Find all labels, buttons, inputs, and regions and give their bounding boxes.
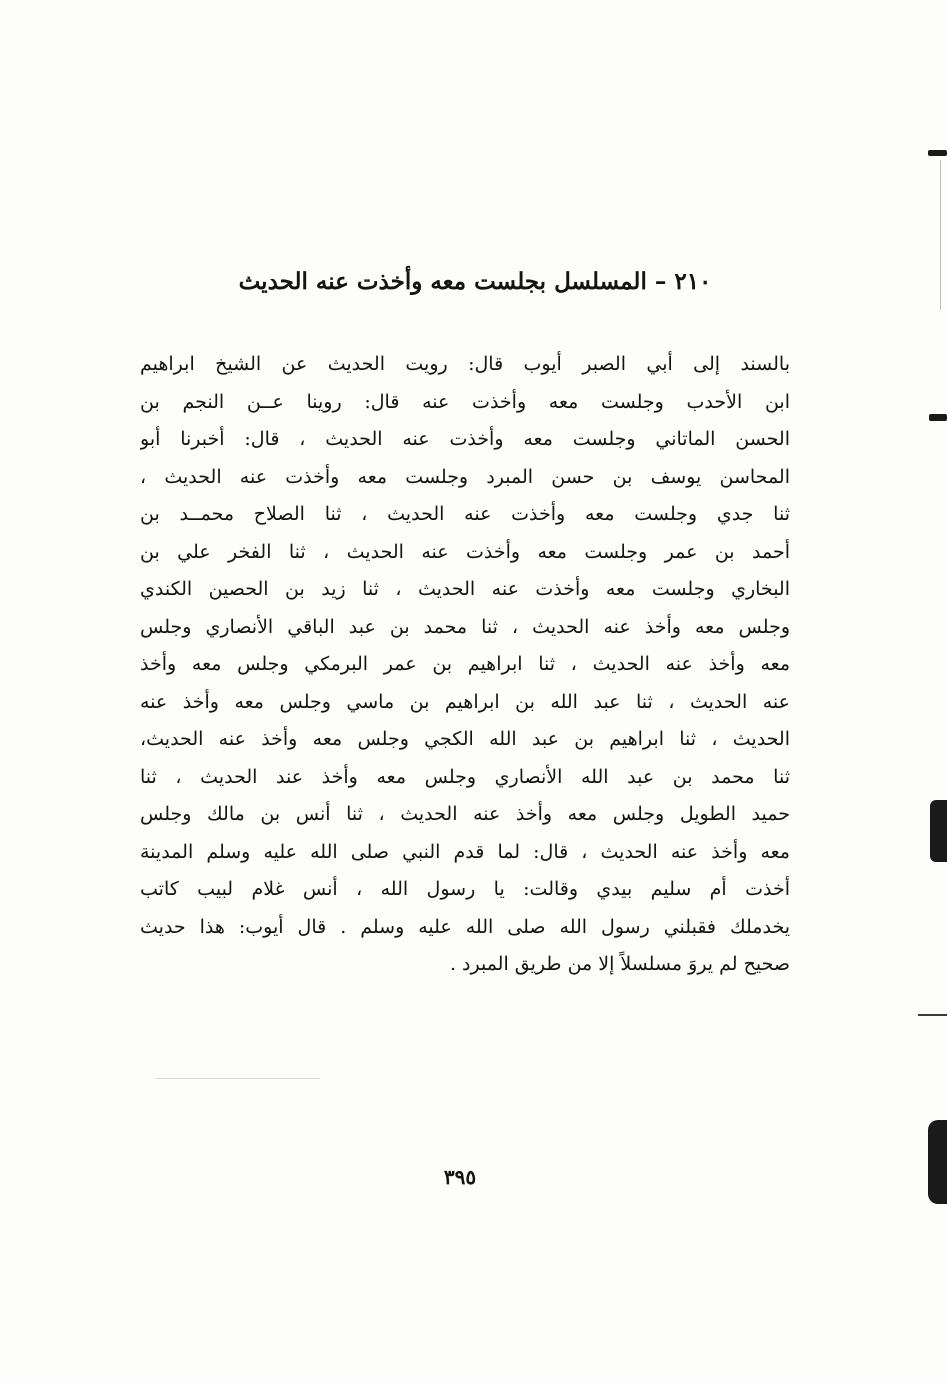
text-line: البخاري وجلست معه وأخذت عنه الحديث ، ثنا زيد بن الحصين الكندي [140, 578, 790, 600]
text-line: ابن الأحدب وجلست معه وأخذت عنه قال: روينا عــن النجم بن [140, 390, 790, 413]
text-line: معه وأخذ عنه الحديث ، قال: لما قدم النبي صلى الله عليه وسلم المدينة [140, 840, 790, 863]
scan-rule [155, 1078, 320, 1079]
text-line: يخدملك فقبلني رسول الله صلى الله عليه وسلم . قال أيوب: هذا حديث [140, 915, 790, 938]
hadith-text [140, 346, 790, 984]
scan-mark [929, 414, 947, 421]
scan-mark [928, 150, 947, 156]
section-heading: ٢١٠ – المسلسل بجلست معه وأخذت عنه الحديث [238, 268, 712, 295]
scan-mark [918, 1014, 947, 1016]
text-line: وجلس معه وأخذ عنه الحديث ، ثنا محمد بن عبد الباقي الأنصاري وجلس [140, 615, 790, 638]
text-line: ثنا جدي وجلست معه وأخذت عنه الحديث ، ثنا الصلاح محمــد بن [140, 503, 790, 525]
scan-mark [930, 800, 947, 862]
text-line: الحديث ، ثنا ابراهيم بن عبد الله الكجي وجلس معه وأخذ عنه الحديث، [140, 728, 790, 750]
text-line: معه وأخذ عنه الحديث ، ثنا ابراهيم بن عمر البرمكي وجلس معه وأخذ [140, 653, 790, 675]
text-line: ثنا محمد بن عبد الله الأنصاري وجلس معه وأخذ عند الحديث ، ثنا [140, 765, 790, 788]
text-line: أخذت أم سليم بيدي وقالت: يا رسول الله ، أنس غلام لبيب كاتب [140, 878, 790, 900]
page-number: ٣٩٥ [443, 1165, 477, 1189]
text-line: أحمد بن عمر وجلست معه وأخذت عنه الحديث ، ثنا الفخر علي بن [140, 540, 790, 563]
text-line: المحاسن يوسف بن حسن المبرد وجلست معه وأخذت عنه الحديث ، [140, 465, 790, 488]
text-line: صحيح لم يروَ مسلسلاً إلا من طريق المبرد . [449, 953, 790, 975]
text-line: بالسند إلى أبي الصبر أيوب قال: رويت الحديث عن الشيخ ابراهيم [140, 353, 790, 375]
scan-edge-line [940, 160, 941, 310]
text-line: حميد الطويل وجلس معه وأخذ عنه الحديث ، ثنا أنس بن مالك وجلس [140, 803, 790, 825]
text-line: الحسن الماتاني وجلست معه وأخذت عنه الحديث ، قال: أخبرنا أبو [140, 428, 790, 450]
scan-mark [928, 1120, 947, 1204]
text-line: عنه الحديث ، ثنا عبد الله بن ابراهيم بن ماسي وجلس معه وأخذ عنه [140, 690, 790, 713]
